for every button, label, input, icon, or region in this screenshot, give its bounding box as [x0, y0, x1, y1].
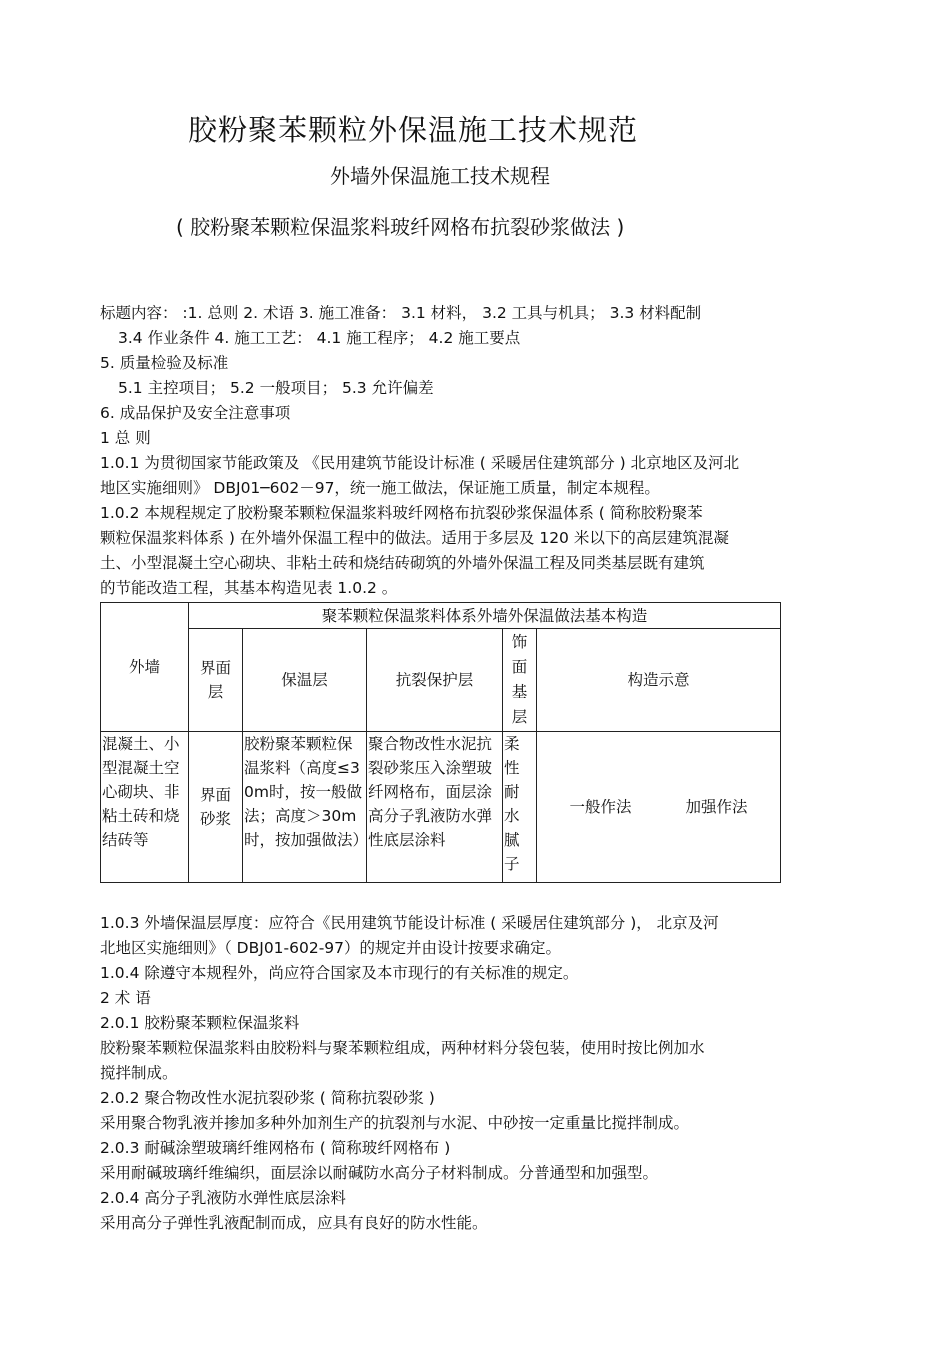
toc-line: 3.4 作业条件 4. 施工工艺： 4.1 施工程序； 4.2 施工要点: [118, 329, 521, 347]
page-title: 胶粉聚苯颗粒外保温施工技术规范: [188, 113, 639, 147]
cell-interface: 界面砂浆: [189, 732, 243, 883]
term-heading: 2.0.1 胶粉聚苯颗粒保温浆料: [100, 1014, 300, 1032]
cell-crack-layer: 聚合物改性水泥抗裂砂浆压入涂塑玻纤网格布，面层涂高分子乳液防水弹性底层涂料: [367, 732, 503, 883]
header-interface: 界面层: [189, 629, 243, 732]
cell-insulation: 胶粉聚苯颗粒保温浆料（高度≤30m时，按一般做法；高度＞30m时，按加强做法）: [243, 732, 367, 883]
toc-line: 6. 成品保护及安全注意事项: [100, 404, 291, 422]
section-heading: 2 术 语: [100, 989, 151, 1007]
cell-diagram: [537, 732, 781, 883]
toc-line: 5.1 主控项目； 5.2 一般项目； 5.3 允许偏差: [118, 379, 434, 397]
diagram-reinforced-label: 加强作法: [685, 798, 748, 816]
paragraph-line: 采用高分子弹性乳液配制而成，应具有良好的防水性能。: [100, 1214, 488, 1232]
paragraph-line: 北地区实施细则》（ DBJ01-602-97）的规定并由设计按要求确定。: [100, 939, 562, 957]
paragraph-line: 胶粉聚苯颗粒保温浆料由胶粉料与聚苯颗粒组成，两种材料分袋包装，使用时按比例加水: [100, 1039, 705, 1057]
cell-wall-type: 混凝土、小型混凝土空心砌块、非粘土砖和烧结砖等: [101, 732, 189, 883]
header-insulation: 保温层: [243, 629, 367, 732]
term-heading: 2.0.4 高分子乳液防水弹性底层涂料: [100, 1189, 346, 1207]
paragraph-line: 1.0.2 本规程规定了胶粉聚苯颗粒保温浆料玻纤网格布抗裂砂浆保温体系 ( 简称胶粉聚苯: [100, 504, 703, 522]
paragraph-line: 土、小型混凝土空心砌块、非粘土砖和烧结砖砌筑的外墙外保温工程及同类基层既有建筑: [100, 554, 705, 572]
header-crack-layer: 抗裂保护层: [367, 629, 503, 732]
term-heading: 2.0.3 耐碱涂塑玻璃纤维网格布 ( 简称玻纤网格布 ): [100, 1139, 451, 1157]
paragraph-line: 1.0.3 外墙保温层厚度：应符合《民用建筑节能设计标准 ( 采暖居住建筑部分 )， 北京及河: [100, 914, 719, 932]
header-diagram: 构造示意: [537, 629, 781, 732]
section-heading: 1 总 则: [100, 429, 151, 447]
subtitle: 外墙外保温施工技术规程: [330, 164, 550, 188]
paragraph-line: 搅拌制成。: [100, 1064, 178, 1082]
diagram-general-label: 一般作法: [569, 798, 632, 816]
paragraph-line: 地区实施细则》 DBJ01─602－97，统一施工做法，保证施工质量，制定本规程。: [100, 479, 660, 497]
construction-table: [100, 602, 781, 883]
header-finish-base: 饰面基层: [503, 629, 537, 732]
paragraph-line: 采用耐碱玻璃纤维编织，面层涂以耐碱防水高分子材料制成。分普通型和加强型。: [100, 1164, 659, 1182]
paragraph-line: 的节能改造工程，其基本构造见表 1.0.2 。: [100, 579, 398, 597]
paragraph-line: 1.0.1 为贯彻国家节能政策及 《民用建筑节能设计标准 ( 采暖居住建筑部分 ) 北京地区及河北: [100, 454, 740, 472]
paragraph-line: 采用聚合物乳液并掺加多种外加剂生产的抗裂剂与水泥、中砂按一定重量比搅拌制成。: [100, 1114, 690, 1132]
table-caption: 聚苯颗粒保温浆料体系外墙外保温做法基本构造: [189, 603, 781, 629]
cell-finish-base: 柔性耐水腻子: [503, 732, 537, 883]
paragraph-line: 颗粒保温浆料体系 ) 在外墙外保温工程中的做法。适用于多层及 120 米以下的高层建筑混凝: [100, 529, 729, 547]
term-heading: 2.0.2 聚合物改性水泥抗裂砂浆 ( 简称抗裂砂浆 ): [100, 1089, 435, 1107]
toc-line: 5. 质量检验及标准: [100, 354, 229, 372]
header-wall: 外墙: [101, 603, 189, 732]
subtitle-method: ( 胶粉聚苯颗粒保温浆料玻纤网格布抗裂砂浆做法 ): [176, 215, 625, 239]
toc-line: 标题内容： :1. 总则 2. 术语 3. 施工准备： 3.1 材料， 3.2 工具与机具； 3.3 材料配制: [100, 304, 702, 322]
paragraph-line: 1.0.4 除遵守本规程外，尚应符合国家及本市现行的有关标准的规定。: [100, 964, 579, 982]
